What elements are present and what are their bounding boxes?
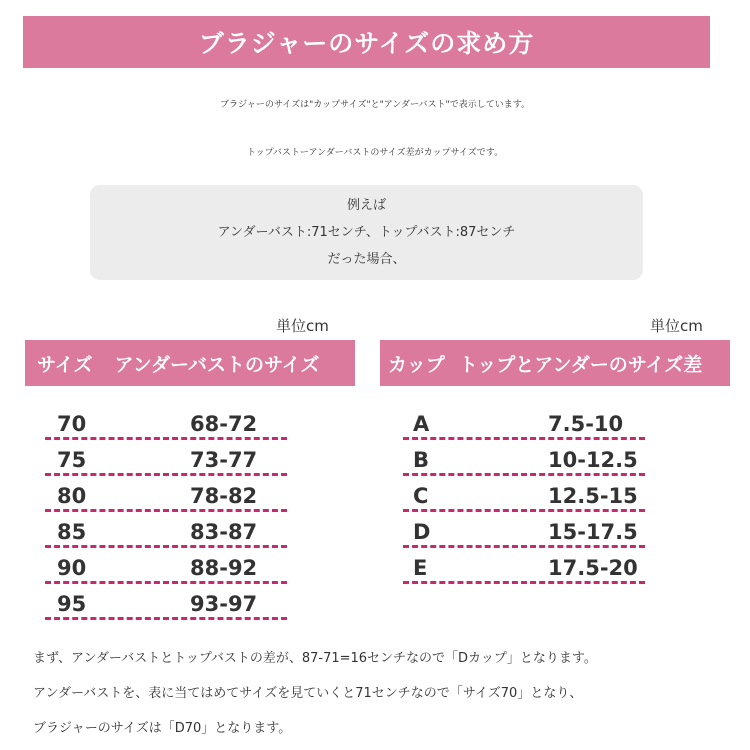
intro-line-1: ブラジャーのサイズは"カップサイズ"と"アンダーバスト"で表示しています。: [220, 100, 530, 110]
table-row: [45, 404, 287, 438]
diff-range: 17.5-20: [548, 556, 638, 580]
dashed-divider: [403, 581, 645, 584]
table-row: [403, 512, 645, 546]
underbust-range: 88-92: [190, 556, 258, 580]
table-row: [45, 548, 287, 582]
right-table-header: [380, 340, 730, 386]
size-value: 80: [57, 484, 87, 508]
example-line-3: だった場合、: [327, 252, 406, 267]
size-value: 70: [57, 412, 87, 436]
example-line-1: 例えば: [346, 198, 386, 213]
size-value: 75: [57, 448, 87, 472]
right-header-cup: カップ: [388, 353, 445, 376]
cup-value: B: [413, 448, 430, 472]
size-value: 85: [57, 520, 87, 544]
underbust-range: 73-77: [190, 448, 258, 472]
table-row: [45, 512, 287, 546]
diff-range: 7.5-10: [548, 412, 624, 436]
note-line-2: アンダーバストを、表に当てはめてサイズを見ていくと71センチなので「サイズ70」となり、: [33, 686, 583, 701]
cup-value: C: [413, 484, 429, 508]
example-line-2: アンダーバスト:71センチ、トップバスト:87センチ: [217, 225, 516, 240]
left-unit-label: 単位cm: [276, 317, 329, 335]
underbust-range: 68-72: [190, 412, 258, 436]
underbust-range: 83-87: [190, 520, 258, 544]
table-row: [45, 584, 287, 618]
right-header-diff: トップとアンダーのサイズ差: [458, 353, 703, 376]
cup-value: D: [413, 520, 431, 544]
page-title: ブラジャーのサイズの求め方: [198, 29, 535, 58]
size-value: 90: [57, 556, 87, 580]
table-row: [403, 476, 645, 510]
table-row: [45, 476, 287, 510]
left-header-size: サイズ: [37, 353, 93, 376]
note-line-3: ブラジャーのサイズは「D70」となります。: [33, 721, 292, 736]
diff-range: 15-17.5: [548, 520, 638, 544]
underbust-range: 78-82: [190, 484, 258, 508]
cup-value: E: [413, 556, 428, 580]
table-row: [403, 548, 645, 582]
example-box: [90, 185, 643, 280]
title-banner: [23, 16, 710, 68]
diff-range: 10-12.5: [548, 448, 638, 472]
right-unit-label: 単位cm: [650, 317, 703, 335]
table-row: [403, 404, 645, 438]
diff-range: 12.5-15: [548, 484, 638, 508]
table-row: [403, 440, 645, 474]
dashed-divider: [45, 617, 287, 620]
intro-line-2: トップバストーアンダーバストのサイズ差がカップサイズです。: [246, 148, 504, 158]
note-line-1: まず、アンダーバストとトップバストの差が、87-71=16センチなので「Dカップ」となります。: [33, 651, 597, 666]
cup-value: A: [413, 412, 430, 436]
table-row: [45, 440, 287, 474]
underbust-range: 93-97: [190, 592, 258, 616]
left-header-underbust: アンダーバストのサイズ: [114, 353, 320, 376]
size-value: 95: [57, 592, 87, 616]
left-table-header: [25, 340, 355, 386]
